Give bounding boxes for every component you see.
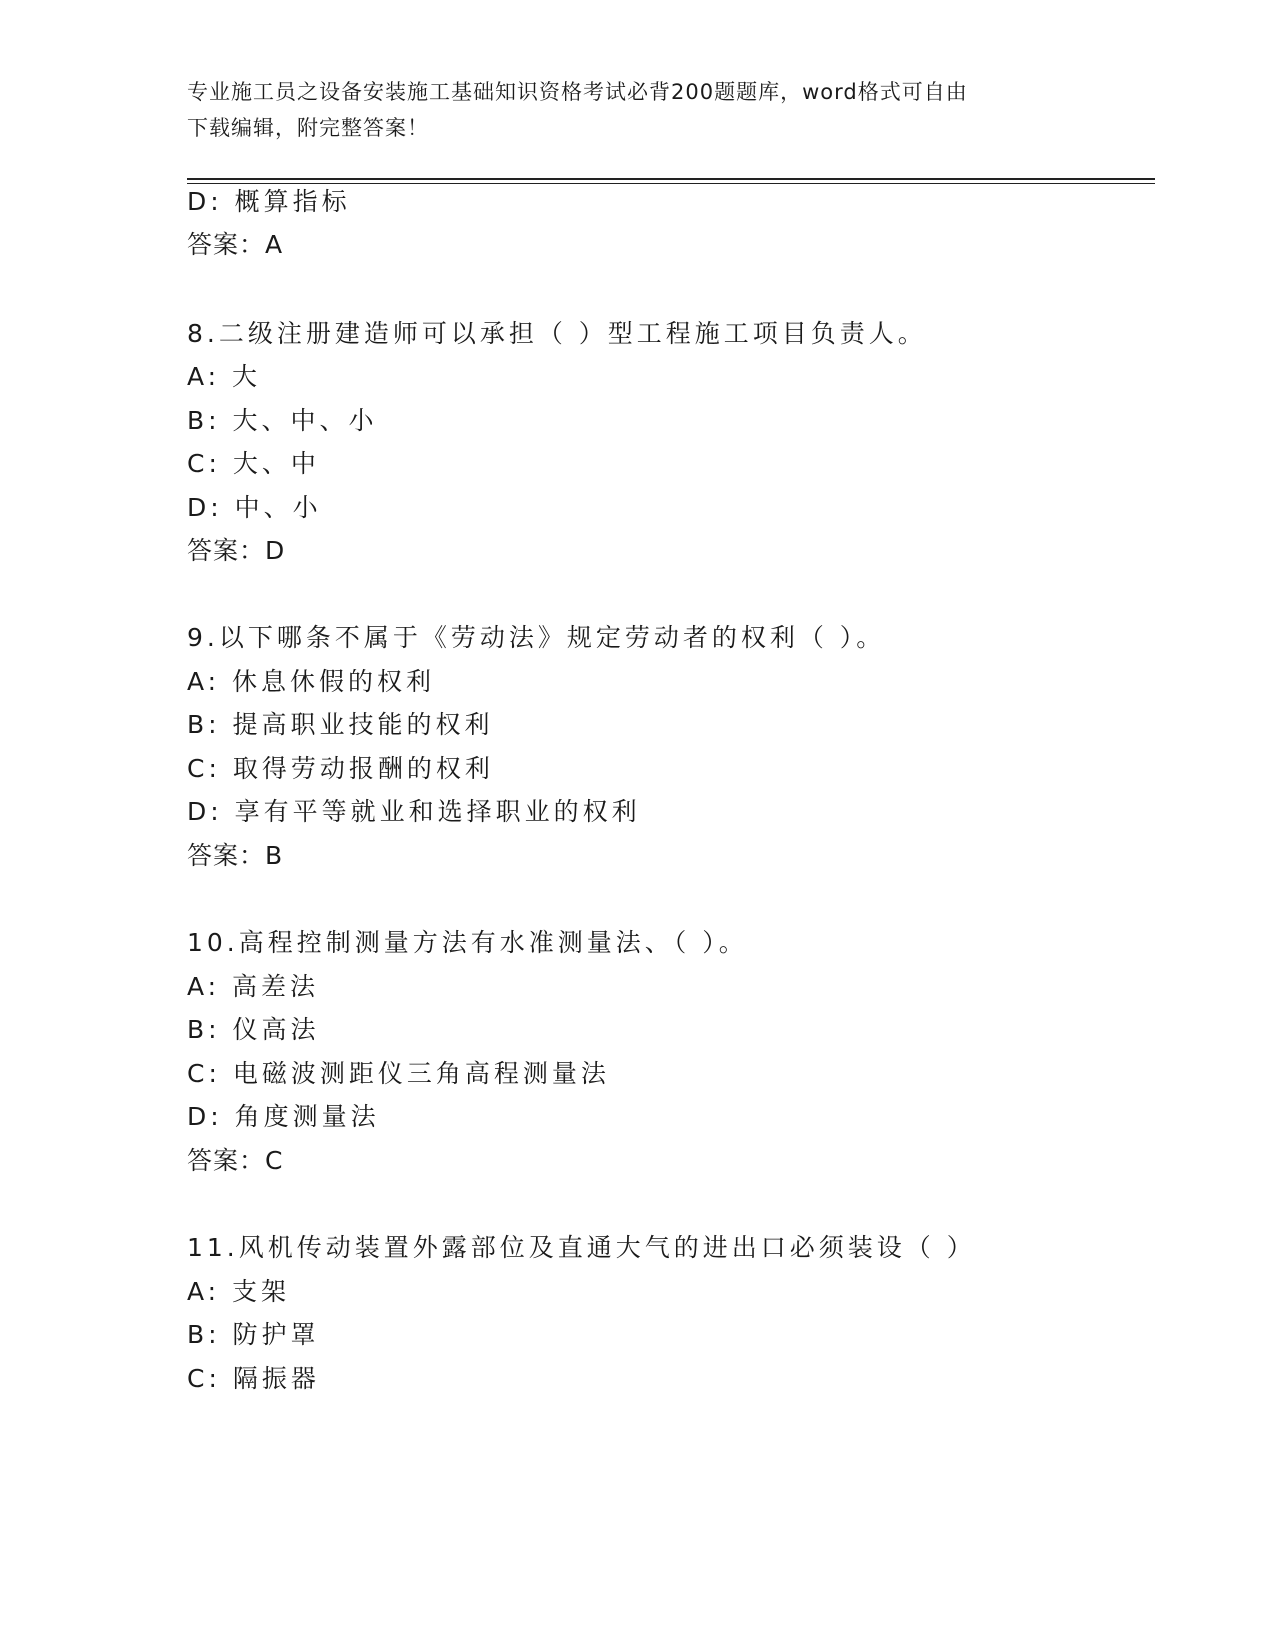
answer: 答案：C bbox=[187, 1146, 284, 1175]
option-d: D: 角度测量法 bbox=[187, 1102, 380, 1131]
option-a: A: 大 bbox=[187, 362, 262, 391]
option-a: A: 支架 bbox=[187, 1277, 291, 1306]
question-stem: 8.二级注册建造师可以承担（ ）型工程施工项目负责人。 bbox=[187, 319, 927, 348]
answer: 答案：B bbox=[187, 841, 284, 870]
option-d: D: 中、小 bbox=[187, 493, 322, 522]
question-stem: 11.风机传动装置外露部位及直通大气的进出口必须装设（ ） bbox=[187, 1233, 976, 1262]
option-b: B: 提高职业技能的权利 bbox=[187, 710, 494, 739]
option-c: C: 电磁波测距仪三角高程测量法 bbox=[187, 1059, 610, 1088]
option-b: B: 仪高法 bbox=[187, 1015, 320, 1044]
header-line-1: 专业施工员之设备安装施工基础知识资格考试必背200题题库，word格式可自由 bbox=[187, 80, 968, 104]
option-c: C: 隔振器 bbox=[187, 1364, 320, 1393]
prev-option-d: D: 概算指标 bbox=[187, 187, 351, 216]
header-divider bbox=[187, 178, 1155, 184]
question-stem: 9.以下哪条不属于《劳动法》规定劳动者的权利（ ）。 bbox=[187, 623, 886, 652]
option-c: C: 大、中 bbox=[187, 449, 320, 478]
option-a: A: 休息休假的权利 bbox=[187, 667, 436, 696]
option-a: A: 高差法 bbox=[187, 972, 320, 1001]
option-b: B: 大、中、小 bbox=[187, 406, 378, 435]
prev-answer: 答案：A bbox=[187, 230, 284, 259]
header-line-2: 下载编辑，附完整答案！ bbox=[187, 116, 429, 140]
question-stem: 10.高程控制测量方法有水准测量法、（ ）。 bbox=[187, 928, 748, 957]
option-b: B: 防护罩 bbox=[187, 1320, 320, 1349]
document-header bbox=[187, 74, 1067, 146]
answer: 答案：D bbox=[187, 536, 286, 565]
option-d: D: 享有平等就业和选择职业的权利 bbox=[187, 797, 641, 826]
option-c: C: 取得劳动报酬的权利 bbox=[187, 754, 494, 783]
